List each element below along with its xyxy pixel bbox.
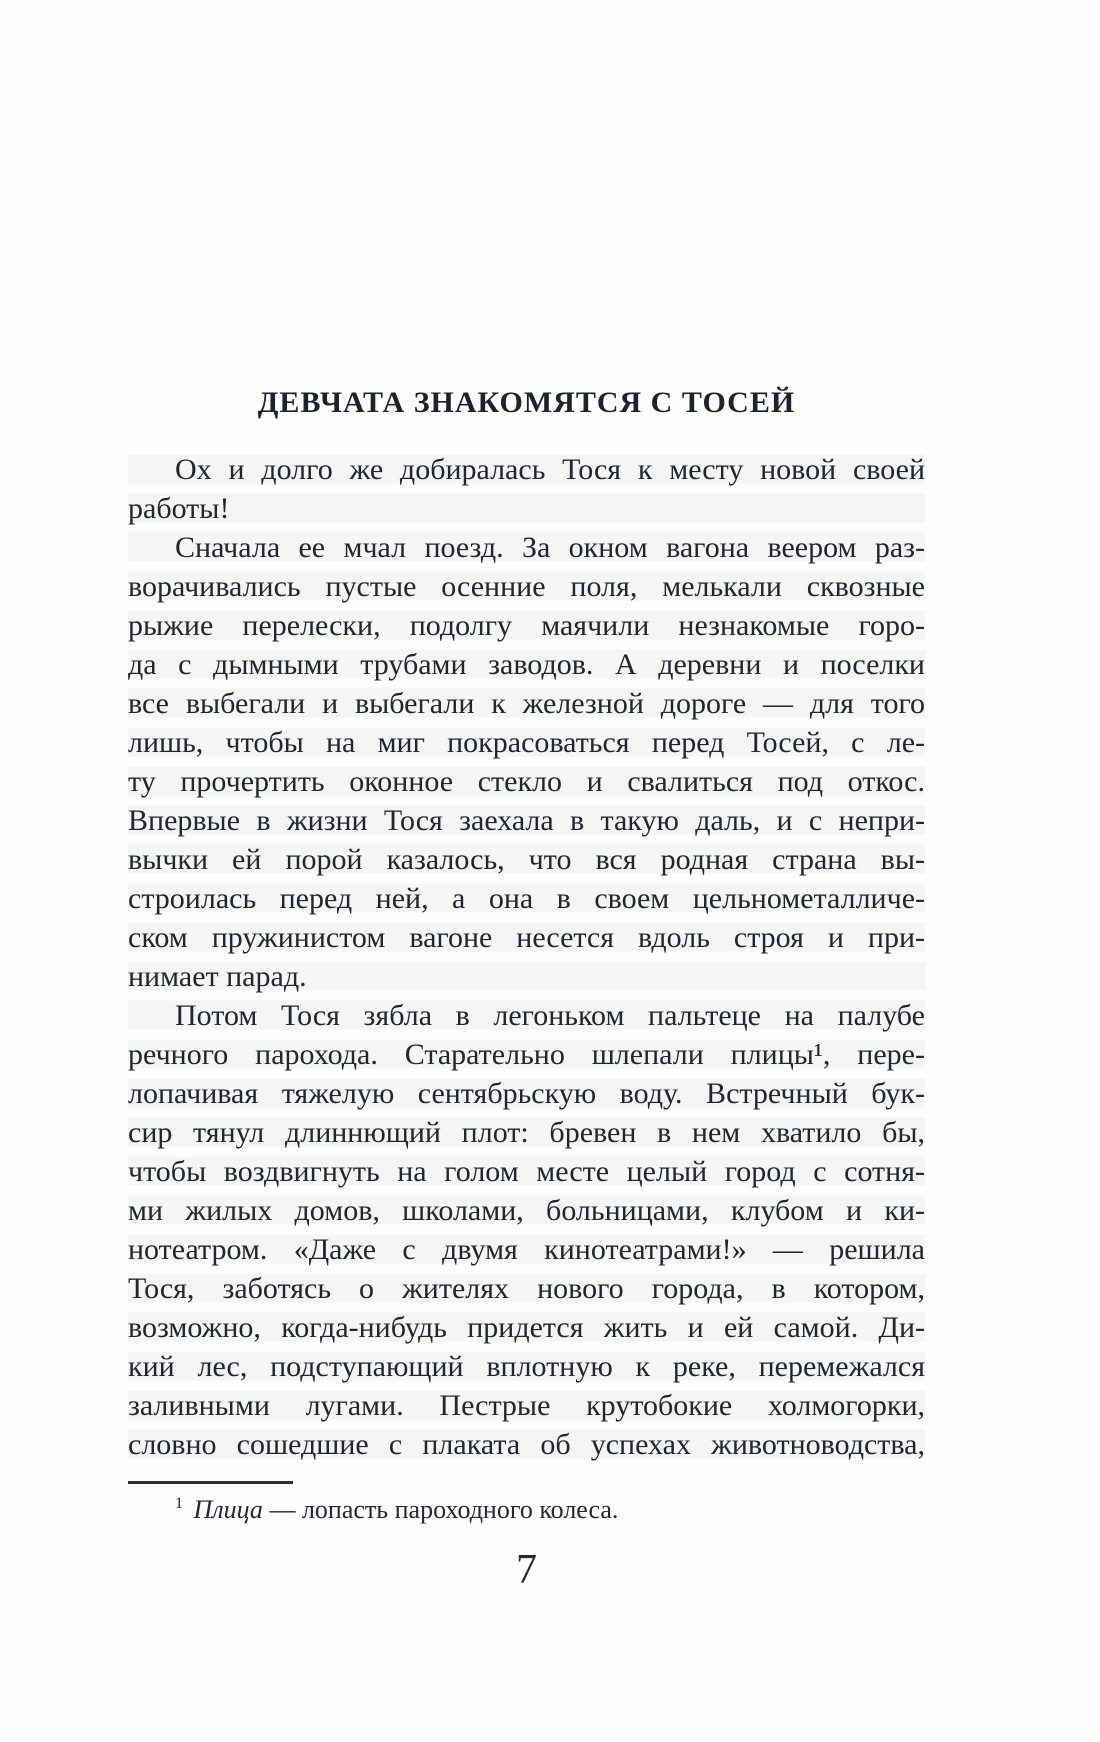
text-line: вычки ей порой казалось, что вся родная страна вы- bbox=[128, 840, 925, 879]
text-line: заливными лугами. Пестрые крутобокие холмогорки, bbox=[128, 1386, 925, 1425]
text-line: речного парохода. Старательно шлепали плицы¹, пере- bbox=[128, 1035, 925, 1074]
text-line: сир тянул длиннющий плот: бревен в нем хватило бы, bbox=[128, 1113, 925, 1152]
text-line: возможно, когда-нибудь придется жить и ей самой. Ди- bbox=[128, 1308, 925, 1347]
text-line: ту прочертить оконное стекло и свалиться под откос. bbox=[128, 762, 925, 801]
body-text bbox=[128, 450, 925, 1464]
text-line: лопачивая тяжелую сентябрьскую воду. Встречный бук- bbox=[128, 1074, 925, 1113]
text-line: Впервые в жизни Тося заехала в такую даль, и с непри- bbox=[128, 801, 925, 840]
text-line: Тося, заботясь о жителях нового города, в котором, bbox=[128, 1269, 925, 1308]
text-line: кий лес, подступающий вплотную к реке, перемежался bbox=[128, 1347, 925, 1386]
text-line: нимает парад. bbox=[128, 957, 925, 996]
text-line: Сначала ее мчал поезд. За окном вагона веером раз- bbox=[128, 528, 925, 567]
text-line: чтобы воздвигнуть на голом месте целый город с сотня- bbox=[128, 1152, 925, 1191]
text-line: словно сошедшие с плаката об успехах животноводства, bbox=[128, 1425, 925, 1464]
footnote bbox=[128, 1493, 925, 1527]
text-line: ворачивались пустые осенние поля, мелькали сквозные bbox=[128, 567, 925, 606]
page-number: 7 bbox=[516, 1547, 537, 1593]
footnote-text: — лопасть пароходного колеса. bbox=[269, 1495, 619, 1524]
text-line: ми жилых домов, школами, больницами, клубом и ки- bbox=[128, 1191, 925, 1230]
footnote-separator-rule bbox=[128, 1481, 293, 1484]
footnote-marker: 1 bbox=[175, 1495, 183, 1513]
text-line: работы! bbox=[128, 489, 925, 528]
footnote-term: Плица bbox=[193, 1495, 263, 1524]
text-line: Потом Тося зябла в легоньком пальтеце на палубе bbox=[128, 996, 925, 1035]
text-line: лишь, чтобы на миг покрасоваться перед Тосей, с ле- bbox=[128, 723, 925, 762]
text-line: рыжие перелески, подолгу маячили незнакомые горо- bbox=[128, 606, 925, 645]
text-line: нотеатром. «Даже с двумя кинотеатрами!» — решила bbox=[128, 1230, 925, 1269]
text-line: ском пружинистом вагоне несется вдоль строя и при- bbox=[128, 918, 925, 957]
text-line: строилась перед ней, а она в своем цельнометалличе- bbox=[128, 879, 925, 918]
text-line: Ох и долго же добиралась Тося к месту новой своей bbox=[128, 450, 925, 489]
text-line: да с дымными трубами заводов. А деревни и поселки bbox=[128, 645, 925, 684]
chapter-title: ДЕВЧАТА ЗНАКОМЯТСЯ С ТОСЕЙ bbox=[257, 386, 796, 419]
text-line: все выбегали и выбегали к железной дороге — для того bbox=[128, 684, 925, 723]
